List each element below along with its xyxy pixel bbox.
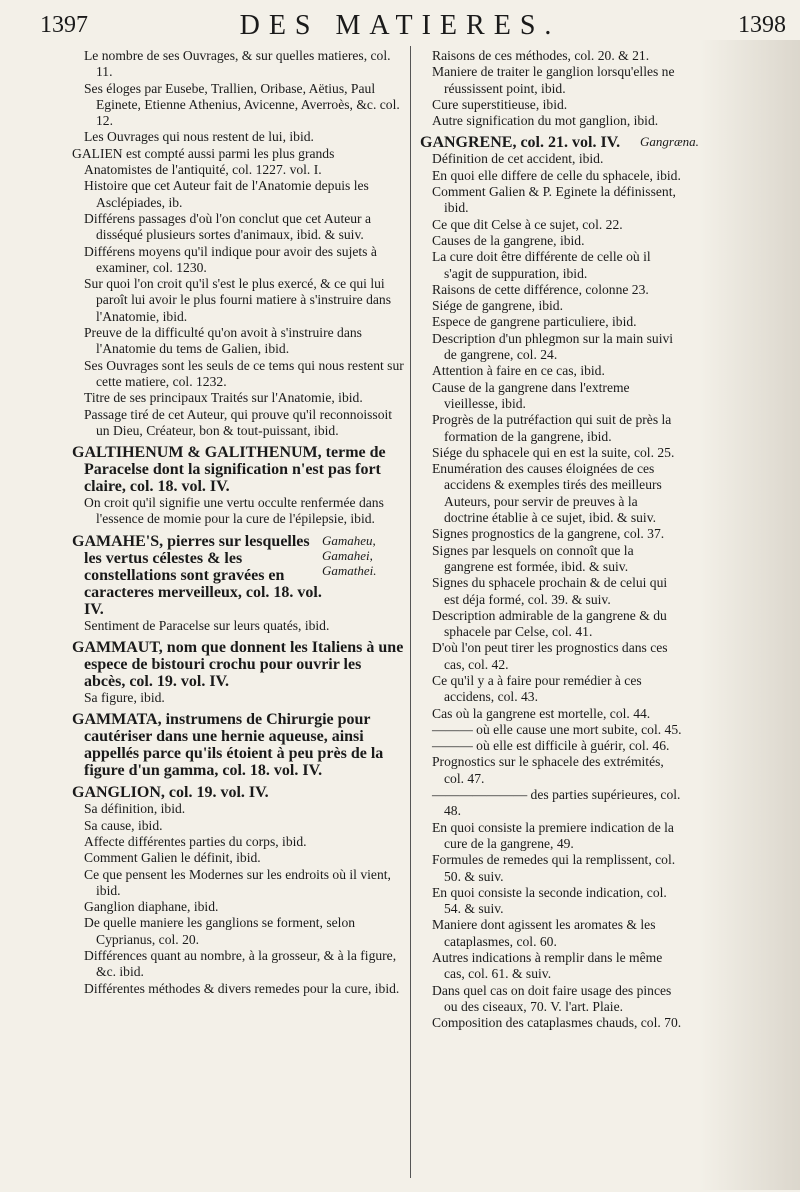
index-entry	[420, 917, 682, 950]
index-subentry: Prognostics sur le sphacele des extrémités, col. 47.	[432, 754, 664, 786]
index-subentry: Comment Galien le définit, ibid.	[84, 850, 261, 866]
index-subentry: Autres indications à remplir dans le même cas, col. 61. & suiv.	[432, 950, 663, 982]
index-subentry: Le nombre de ses Ouvrages, & sur quelles matieres, col. 11.	[84, 48, 391, 80]
index-entry	[420, 97, 682, 113]
margin-note: Gamaheu, Gamahei, Gamathei.	[322, 532, 377, 578]
index-entry	[420, 48, 682, 64]
index-entry	[420, 298, 682, 314]
index-entry	[72, 533, 404, 618]
index-entry	[420, 249, 682, 282]
index-entry	[420, 363, 682, 379]
index-subentry: Signes prognostics de la gangrene, col. 37.	[432, 526, 665, 542]
index-entry	[420, 575, 682, 608]
index-entry	[72, 276, 404, 325]
index-subentry: Ses Ouvrages sont les seuls de ce tems qui nous restent sur cette matiere, col. 1232.	[84, 357, 404, 389]
index-entry	[72, 948, 404, 981]
index-subentry: Les Ouvrages qui nous restent de lui, ibid.	[84, 129, 314, 145]
index-subentry: Sur quoi l'on croit qu'il s'est le plus exercé, & ce qui lui paroît lui avoir le plus fourni matiere à s'instruire dans l'Anatomie, ibid.	[84, 276, 392, 324]
index-entry	[420, 608, 682, 641]
index-entry	[72, 784, 404, 801]
index-entry	[420, 722, 682, 738]
index-subentry: GALIEN est compté aussi parmi les plus grands Anatomistes de l'antiquité, col. 1227. vol. I.	[72, 145, 335, 178]
index-entry	[420, 543, 682, 576]
index-subentry: Autre signification du mot ganglion, ibid.	[432, 113, 659, 129]
page-header	[0, 4, 800, 44]
index-subentry: Maniere de traiter le ganglion lorsqu'elles ne réussissent point, ibid.	[432, 64, 675, 96]
index-entry	[420, 113, 682, 129]
index-subentry: Ce que pensent les Modernes sur les endroits où il vient, ibid.	[84, 866, 391, 898]
index-entry	[72, 834, 404, 850]
index-subentry: Cure superstitieuse, ibid.	[432, 96, 568, 112]
index-subentry: Progrès de la putréfaction qui suit de près la formation de la gangrene, ibid.	[432, 412, 672, 444]
index-subentry: Différentes méthodes & divers remedes pour la cure, ibid.	[84, 980, 400, 996]
index-entry	[72, 178, 404, 211]
index-subentry: Histoire que cet Auteur fait de l'Anatomie depuis les Asclépiades, ib.	[84, 178, 369, 210]
index-subentry: Ses éloges par Eusebe, Trallien, Oribase, Aëtius, Paul Eginete, Etienne Athenius, Avicenne, Averroès, &c. col. 12.	[84, 80, 400, 129]
index-subentry: En quoi elle differe de celle du sphacele, ibid.	[432, 167, 681, 183]
index-entry	[420, 526, 682, 542]
index-subentry: Preuve de la difficulté qu'on avoit à s'instruire dans l'Anatomie du tems de Galien, ibid.	[84, 325, 362, 357]
index-subentry: Raisons de cette différence, colonne 23.	[432, 281, 649, 297]
index-subentry: Siége de gangrene, ibid.	[432, 298, 563, 314]
index-entry	[420, 314, 682, 330]
index-subentry: ——————— des parties supérieures, col. 48.	[432, 787, 681, 819]
index-subentry: Sa définition, ibid.	[84, 801, 186, 817]
index-entry	[72, 81, 404, 130]
index-entry	[420, 64, 682, 97]
index-subentry: Définition de cet accident, ibid.	[432, 151, 604, 167]
index-heading: GANGLION, col. 19. vol. IV.	[72, 784, 269, 802]
index-entry	[420, 445, 682, 461]
index-subentry: Espece de gangrene particuliere, ibid.	[432, 314, 637, 330]
index-subentry: Comment Galien & P. Eginete la définissent, ibid.	[432, 184, 676, 216]
index-subentry: Cas où la gangrene est mortelle, col. 44.	[432, 705, 651, 721]
index-entry	[72, 818, 404, 834]
index-entry	[420, 282, 682, 298]
index-subentry: De quelle maniere les ganglions se forment, selon Cyprianus, col. 20.	[84, 915, 356, 947]
index-entry	[420, 738, 682, 754]
index-entry	[72, 850, 404, 866]
index-entry	[72, 358, 404, 391]
index-subentry: Sa cause, ibid.	[84, 817, 163, 833]
index-subentry: Signes par lesquels on connoît que la gangrene est formée, ibid. & suiv.	[432, 542, 634, 574]
index-subentry: Affecte différentes parties du corps, ibid.	[84, 833, 307, 849]
index-entry	[72, 390, 404, 406]
index-subentry: Enumération des causes éloignées de ces accidens & exemples tirés des meilleurs Auteurs, pour servir de preuves à la doctrine établie à ce sujet, ibid. & suiv.	[432, 461, 662, 526]
index-subentry: ——— où elle est difficile à guérir, col. 46.	[432, 738, 670, 754]
index-subentry: Description d'un phlegmon sur la main suivi de gangrene, col. 24.	[432, 330, 674, 363]
left-column	[72, 48, 404, 997]
index-subentry: Siége du sphacele qui en est la suite, col. 25.	[432, 444, 675, 460]
index-subentry: Dans quel cas on doit faire usage des pinces ou des ciseaux, 70. V. l'art. Plaie.	[432, 982, 672, 1014]
index-subentry: Maniere dont agissent les aromates & les cataplasmes, col. 60.	[432, 917, 656, 949]
index-entry	[420, 820, 682, 853]
index-subentry: La cure doit être différente de celle où il s'agit de suppuration, ibid.	[432, 249, 651, 281]
index-entry	[72, 618, 404, 634]
index-entry	[420, 233, 682, 249]
index-entry	[420, 380, 682, 413]
index-entry	[420, 754, 682, 787]
index-entry	[420, 134, 699, 152]
index-subentry: Différens moyens qu'il indique pour avoir des sujets à examiner, col. 1230.	[84, 243, 377, 275]
index-entry	[72, 801, 404, 817]
index-entry	[420, 168, 682, 184]
index-subentry: Différences quant au nombre, à la grosseur, & à la figure, &c. ibid.	[84, 947, 397, 980]
index-entry	[420, 331, 682, 364]
index-subentry: Sentiment de Paracelse sur leurs quatés, ibid.	[84, 617, 330, 633]
margin-note: Gangræna.	[640, 134, 699, 150]
index-entry	[72, 146, 404, 179]
index-entry	[420, 852, 682, 885]
index-entry	[420, 412, 682, 445]
index-entry	[72, 48, 404, 81]
index-subentry: Ce qu'il y a à faire pour remédier à ces accidens, col. 43.	[432, 672, 642, 705]
index-entry	[72, 711, 404, 779]
index-subentry: Signes du sphacele prochain & de celui qui est déja formé, col. 39. & suiv.	[432, 575, 668, 607]
index-subentry: D'où l'on peut tirer les prognostics dans ces cas, col. 42.	[432, 640, 668, 672]
right-column	[420, 48, 699, 1032]
running-title: DES MATIERES.	[239, 10, 561, 41]
index-heading: GALTIHENUM & GALITHENUM, terme de Paracelse dont la signification n'est pas fort claire, col. 18. vol. IV.	[72, 444, 386, 496]
index-entry	[420, 640, 682, 673]
index-subentry: Cause de la gangrene dans l'extreme vieillesse, ibid.	[432, 379, 630, 411]
index-subentry: Composition des cataplasmes chauds, col. 70.	[432, 1015, 682, 1031]
index-subentry: Titre de ses principaux Traités sur l'Anatomie, ibid.	[84, 390, 363, 406]
page-number-left: 1397	[40, 12, 88, 38]
index-subentry: ——— où elle cause une mort subite, col. 45.	[432, 721, 682, 737]
index-heading: GAMMAUT, nom que donnent les Italiens à une espece de bistouri crochu pour ouvrir les abcès, col. 19. vol. IV.	[72, 639, 404, 691]
index-subentry: Ce que dit Celse à ce sujet, col. 22.	[432, 216, 623, 232]
index-entry	[420, 1015, 682, 1031]
index-entry	[420, 184, 682, 217]
index-entry	[72, 981, 404, 997]
index-subentry: Raisons de ces méthodes, col. 20. & 21.	[432, 48, 650, 63]
index-entry	[420, 706, 682, 722]
index-subentry: En quoi consiste la seconde indication, col. 54. & suiv.	[432, 884, 667, 917]
index-entry	[420, 983, 682, 1016]
index-entry	[72, 899, 404, 915]
index-subentry: Attention à faire en ce cas, ibid.	[432, 363, 605, 379]
index-subentry: Causes de la gangrene, ibid.	[432, 232, 585, 248]
index-heading: GAMMATA, instrumens de Chirurgie pour cautériser dans une hernie aqueuse, ainsi appellés parce qu'ils étoient à peu près de la figure d'un gamma, col. 18. vol. IV.	[72, 711, 384, 780]
show-through-shadow	[700, 40, 800, 1190]
index-entry	[72, 915, 404, 948]
index-heading: GAMAHE'S, pierres sur lesquelles les vertus célestes & les constellations sont gravées en caracteres merveilleux, col. 18. vol. IV.	[72, 532, 322, 618]
index-entry	[72, 639, 404, 690]
index-entry	[420, 217, 682, 233]
index-subentry: On croit qu'il signifie une vertu occulte renfermée dans l'essence de momie pour la cure de l'épilepsie, ibid.	[84, 495, 384, 527]
index-entry	[420, 787, 682, 820]
index-subentry: En quoi consiste la premiere indication de la cure de la gangrene, 49.	[432, 819, 674, 851]
index-entry	[420, 885, 682, 918]
index-entry	[72, 444, 404, 495]
index-subentry: Description admirable de la gangrene & du sphacele par Celse, col. 41.	[432, 607, 667, 640]
index-entry	[72, 211, 404, 244]
index-entry	[420, 461, 682, 526]
index-subentry: Différens passages d'où l'on conclut que cet Auteur a disséqué plusieurs sortes d'animaux, ibid. & suiv.	[84, 210, 372, 243]
index-entry	[72, 129, 404, 145]
index-heading: GANGRENE, col. 21. vol. IV.	[420, 134, 621, 152]
index-entry	[72, 325, 404, 358]
column-divider	[410, 46, 411, 1178]
index-subentry: Passage tiré de cet Auteur, qui prouve qu'il reconnoissoit un Dieu, Créateur, bon & tout-puissant, ibid.	[84, 406, 393, 438]
index-entry	[72, 867, 404, 900]
index-entry	[420, 673, 682, 706]
index-subentry: Sa figure, ibid.	[84, 690, 165, 706]
index-entry	[72, 690, 404, 706]
index-entry	[72, 407, 404, 440]
index-entry	[72, 244, 404, 277]
index-entry	[420, 151, 682, 167]
index-entry	[420, 950, 682, 983]
index-subentry: Ganglion diaphane, ibid.	[84, 899, 219, 915]
index-subentry: Formules de remedes qui la remplissent, col. 50. & suiv.	[432, 852, 676, 884]
page-number-right: 1398	[738, 12, 786, 38]
index-entry	[72, 495, 404, 528]
